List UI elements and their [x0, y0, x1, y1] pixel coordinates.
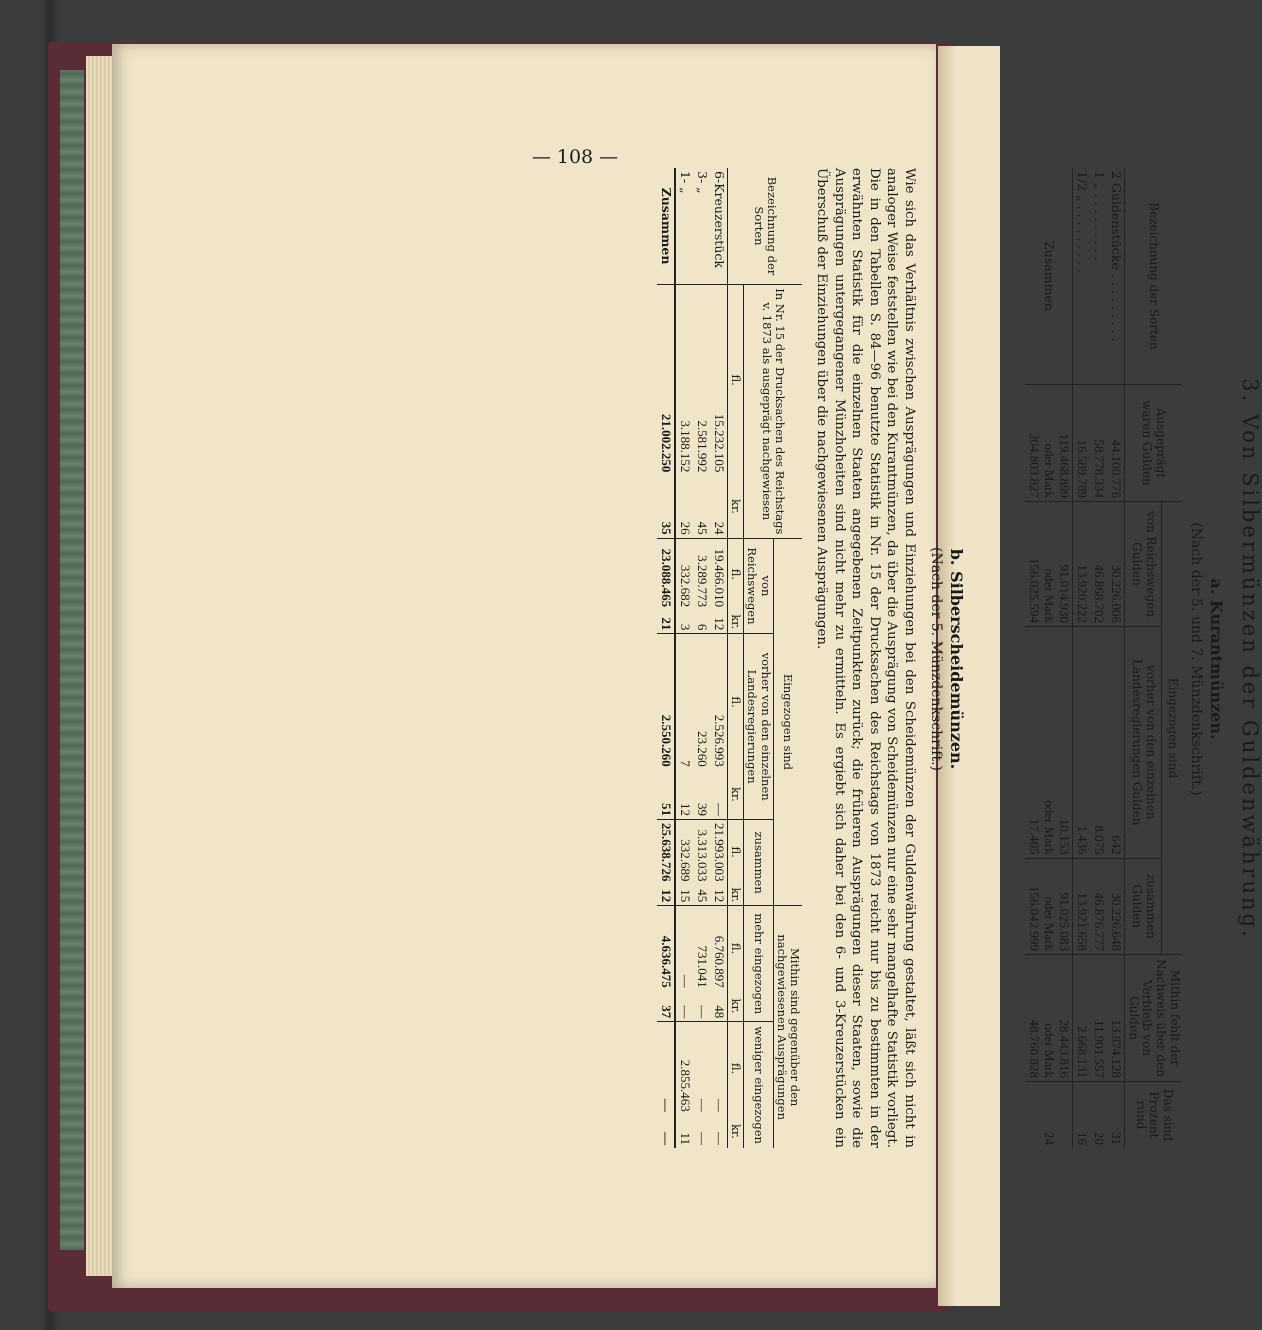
row-percent: 20: [1090, 1082, 1107, 1149]
unit-fl: fl.: [727, 285, 743, 476]
table-row: [693, 168, 710, 1148]
cell-t-fl: 332.689: [675, 819, 693, 884]
unit-fl: fl.: [727, 634, 743, 770]
cell-m-kr: 26: [678, 521, 694, 535]
row-total: 30.226.648: [1107, 858, 1124, 954]
sum-minted: 119.468.899 oder Mark 204.803.827: [1025, 385, 1072, 502]
row-reich: 30.226.006: [1107, 502, 1124, 627]
row-minted: 16.589.789: [1073, 385, 1090, 502]
cell-le-fl: 2.855.463: [675, 1022, 693, 1115]
unit-kr: kr.: [727, 1115, 743, 1148]
unit-kr: kr.: [727, 770, 743, 820]
unit-kr: kr.: [727, 610, 743, 634]
unit-fl: fl.: [727, 1022, 743, 1115]
sum-label: Zusammen: [657, 168, 675, 285]
cell-mo-kr: 37: [657, 991, 675, 1022]
col-minted-header: Ausgeprägt waren Gulden: [1124, 385, 1182, 502]
row-missing: 13.874.128: [1107, 955, 1124, 1082]
col-total-header: zusammen: [744, 819, 773, 905]
unit-fl: fl.: [727, 538, 743, 610]
cell-s-kr: 12: [678, 802, 694, 816]
subsection-a-heading: a. Kurantmünzen.: [1207, 578, 1226, 740]
sum-row: [657, 168, 675, 1148]
cell-m-fl: 21.002.250: [657, 285, 675, 476]
unit-fl: fl.: [727, 906, 743, 991]
row-percent: 31: [1107, 1082, 1124, 1149]
page-edges: [86, 56, 114, 1276]
cell-le-kr: —: [711, 1132, 727, 1145]
body-paragraph: Wie sich das Verhältnis zwischen Ausprägungen und Einziehungen bei den Scheidemünzen der Guldenwährung gestaltet, läßt sich nicht in analoger Weise feststellen wie bei den Kurantmünzen, da über die Ausprägung von Scheidemünzen nur eine sehr mangelhafte Statistik vorliegt. Die in den Tabellen S. 84—96 benutzte Statistik in Nr. 15 der Drucksachen des Reichstags von 1873 reicht nur bis zu bestimmten in der erwähnten Statistik für die einzelnen Staaten angegebenen Zeitpunkten zurück; die früheren Ausprägungen dieser Staaten, sowie die Ausprägungen untergegangener Münzhoheiten sind nicht mehr zu ermitteln. Es ergiebt sich daher bei den 6- und 3-Kreuzerstücken ein Überschuß der Einziehungen über die nachgewiesenen Ausprägungen.: [814, 168, 917, 1148]
sum-states: 10.153 oder Mark 17.405: [1025, 626, 1072, 858]
cell-t-fl: 3.313.033: [693, 819, 710, 884]
cell-m-kr: 24: [711, 521, 727, 535]
cell-le-kr: 11: [678, 1132, 694, 1145]
cell-r-fl: 332.682: [675, 538, 693, 610]
cell-m-fl: 15.232.105: [710, 285, 727, 476]
cell-s-kr: 51: [657, 770, 675, 820]
cell-s-fl: 2.526.993: [710, 634, 727, 770]
cell-m-kr: 35: [657, 475, 675, 538]
unit-kr: kr.: [727, 475, 743, 538]
cell-mo-kr: 48: [711, 1005, 727, 1019]
cell-t-kr: 45: [694, 889, 710, 903]
col-reich-header: von Reichswegen Gulden: [1124, 502, 1162, 627]
col-sort-header: Bezeichnung der Sorten: [1124, 168, 1182, 385]
sum-row: [1025, 168, 1072, 1148]
cell-s-fl: 23.260: [693, 634, 710, 770]
cell-le-fl: —: [693, 1022, 710, 1115]
subsection-b-heading: b. Silberscheidemünzen.: [947, 548, 966, 770]
cell-t-kr: 15: [678, 889, 694, 903]
row-minted: 58.778.334: [1090, 385, 1107, 502]
cell-r-kr: 12: [711, 617, 727, 631]
cell-mo-fl: 4.636.475: [657, 906, 675, 991]
scheidemuenzen-table: [657, 168, 802, 1148]
cell-le-kr: —: [694, 1132, 710, 1145]
row-states: 642: [1107, 626, 1124, 858]
row-percent: 16: [1073, 1082, 1090, 1149]
row-total: 46.876.777: [1090, 858, 1107, 954]
col-percent-header: Das sind Prozent rund: [1124, 1082, 1182, 1149]
cell-mo-kr: —: [694, 1005, 710, 1019]
sum-reich: 91.014.930 oder Mark 156.025.594: [1025, 502, 1072, 627]
col-minted-header: In Nr. 15 der Drucksachen des Reichstags v. 1873 als ausgeprägt nachgewiesen: [744, 285, 802, 539]
col-total-header: zusammen Gulden: [1124, 858, 1162, 954]
row-missing: 2.668.131: [1073, 955, 1090, 1082]
row-sort: 1/2 „ . . . . . . . . .: [1074, 171, 1090, 274]
cell-t-kr: 12: [711, 889, 727, 903]
cell-m-kr: 45: [694, 521, 710, 535]
kurant-table: [1025, 168, 1182, 1148]
cell-mo-fl: 731.041: [693, 906, 710, 991]
cell-mo-fl: 6.760.897: [710, 906, 727, 991]
cell-r-fl: 19.466.010: [710, 538, 727, 610]
unit-fl: fl.: [727, 819, 743, 884]
book-spine-cloth: [60, 70, 84, 1250]
cell-r-fl: 3.289.773: [693, 538, 710, 610]
cell-le-kr: —: [657, 1115, 675, 1148]
col-states-header: vorher von den einzelnen Landesregierungen Gulden: [1124, 626, 1162, 858]
subsection-b-source: (Nach der 5. Münzdenkschrift.): [928, 547, 944, 771]
col-result-header: Mithin sind gegenüber den nachgewiesenen Ausprägungen: [773, 906, 802, 1148]
rotated-page-content: [658, 158, 1262, 1160]
row-sort: 1 „ . . . . . . . . .: [1091, 171, 1107, 261]
cell-s-kr: —: [711, 802, 727, 816]
sum-missing: 28.443.816 oder Mark 48.760.828: [1025, 955, 1072, 1082]
row-reich: 13.920.222: [1073, 502, 1090, 627]
cell-mo-kr: —: [678, 1005, 694, 1019]
sum-label: Zusammen: [1025, 168, 1072, 385]
row-sort: 2 Guldenstücke . . . . . . . . .: [1108, 171, 1124, 342]
row-sort: 6-Kreuzerstück: [711, 171, 727, 268]
row-states: 8.075: [1090, 626, 1107, 858]
row-sort: 3- „: [694, 171, 710, 194]
cell-r-kr: 6: [694, 623, 710, 631]
unit-kr: kr.: [727, 884, 743, 905]
table-row: [1107, 168, 1124, 1148]
cell-m-fl: 2.581.992: [693, 285, 710, 476]
sum-percent: 24: [1025, 1082, 1072, 1149]
cell-le-fl: —: [710, 1022, 727, 1115]
cell-le-fl: —: [657, 1022, 675, 1115]
sum-total: 91.025.083 oder Mark 156.042.999: [1025, 858, 1072, 954]
row-reich: 46.868.702: [1090, 502, 1107, 627]
page-number: — 108 —: [531, 146, 619, 168]
row-total: 13.921.658: [1073, 858, 1090, 954]
cell-t-kr: 12: [657, 884, 675, 905]
col-sort-header: Bezeichnung der Sorten: [727, 168, 802, 285]
cell-s-kr: 39: [694, 802, 710, 816]
table-row: [1090, 168, 1107, 1148]
row-missing: 11.901.557: [1090, 955, 1107, 1082]
col-withdrawn-header: Eingezogen sind: [773, 538, 802, 906]
col-withdrawn-header: Eingezogen sind: [1162, 502, 1182, 955]
subsection-a-source: (Nach der 5. und 7. Münzdenkschrift.): [1188, 522, 1204, 796]
table-row: [710, 168, 727, 1148]
row-sort: 1- „: [677, 171, 693, 194]
col-reich-header: von Reichswegen: [744, 538, 773, 634]
cell-r-fl: 23.088.465: [657, 538, 675, 610]
unit-kr: kr.: [727, 991, 743, 1022]
table-row: [675, 168, 693, 1148]
cell-r-kr: 3: [678, 623, 694, 631]
cell-s-fl: 2.550.260: [657, 634, 675, 770]
cell-t-fl: 25.638.726: [657, 819, 675, 884]
section-title: 3. Von Silbermünzen der Guldenwährung.: [1238, 378, 1262, 940]
row-states: 1.436: [1073, 626, 1090, 858]
col-less-header: weniger eingezogen: [744, 1022, 773, 1148]
row-minted: 44.100.776: [1107, 385, 1124, 502]
cell-mo-fl: —: [675, 906, 693, 991]
cell-m-fl: 3.188.152: [675, 285, 693, 476]
table-row: [1073, 168, 1090, 1148]
cell-t-fl: 21.993.003: [710, 819, 727, 884]
cell-r-kr: 21: [657, 610, 675, 634]
col-missing-header: Mithin fehlt der Nachweis über den Verbleib von Gulden: [1124, 955, 1182, 1082]
col-states-header: vorher von den einzelnen Landesregierungen: [744, 634, 773, 820]
cell-s-fl: 7: [675, 634, 693, 770]
col-more-header: mehr eingezogen: [744, 906, 773, 1022]
